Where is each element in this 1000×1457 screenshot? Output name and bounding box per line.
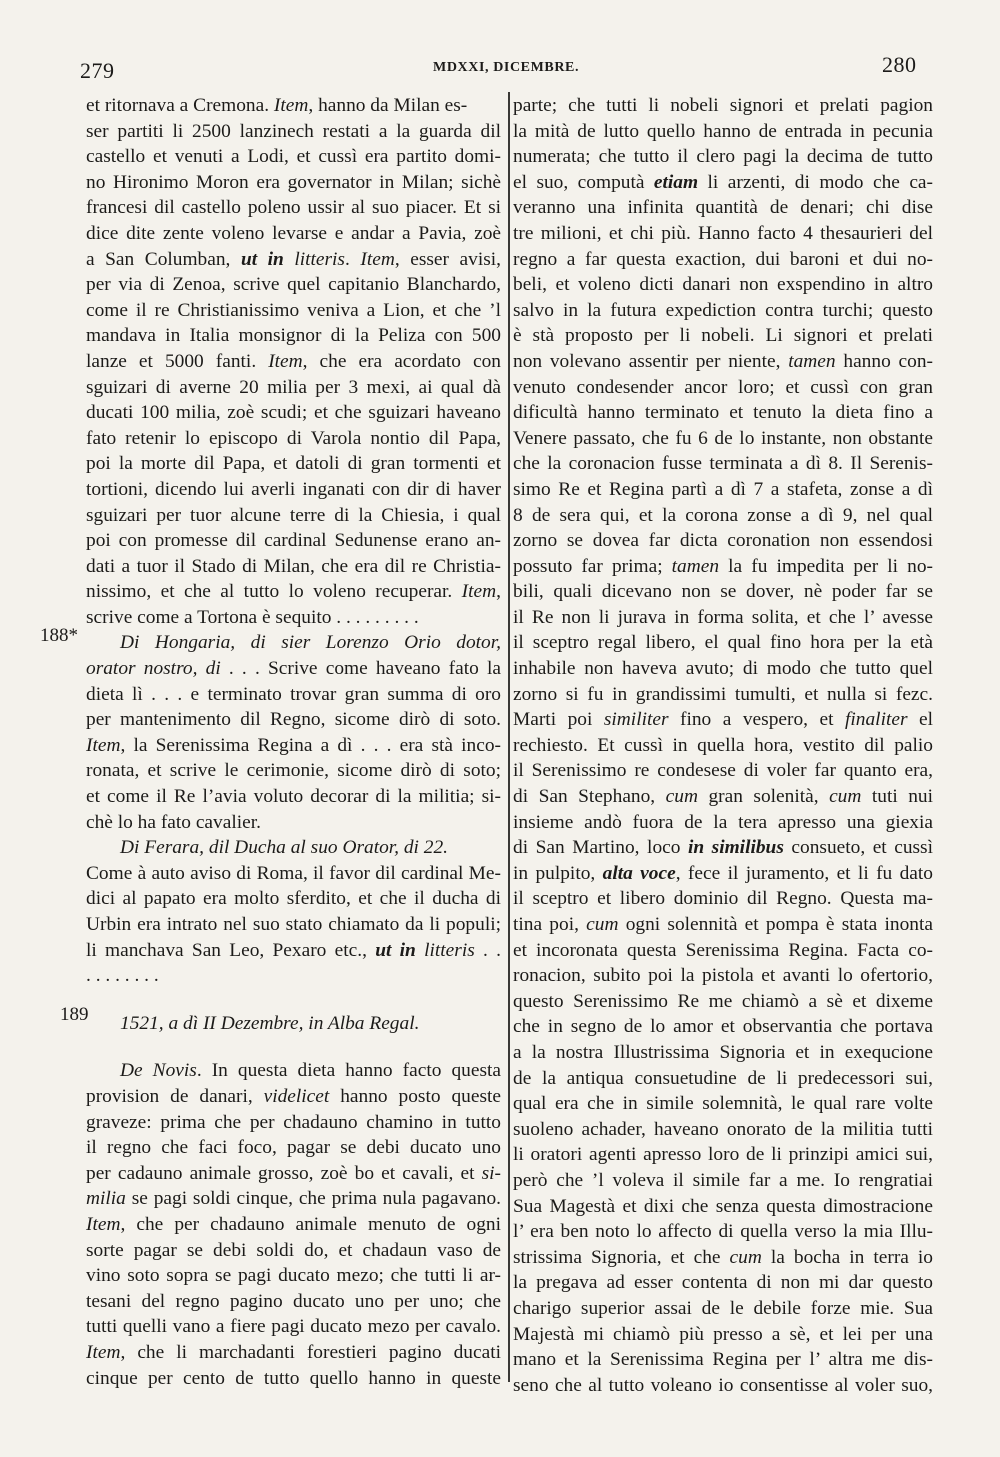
text-line: tina poi, cum ogni solennità et pompa è stata inonta	[513, 914, 933, 935]
text-line: bili, quali dicevano non se dover, nè poder far se	[513, 581, 933, 603]
text-line: strissima Signoria, et che cum la bocha in terra io	[513, 1246, 933, 1268]
text-line: . . . . . . . .	[86, 965, 159, 987]
text-line: dici al papato era molto sferdito, et che il ducha di	[86, 888, 501, 910]
column-divider	[508, 92, 510, 1382]
text-line: sguizari per tuor alcune terre di la Chiesia, i qual	[86, 504, 501, 526]
text-line: De Novis. In questa dieta hanno facto questa	[120, 1060, 501, 1082]
text-line: sguizari di averne 20 milia per 3 mexi, ai qual dà	[86, 376, 501, 398]
text-line: ronacion, subito poi la pistola et avanti lo ofertorio,	[513, 965, 933, 987]
running-title: MDXXI, DICEMBRE.	[433, 60, 580, 75]
text-line: dice dite zente voleno levarse e andar a Pavia, zoè	[86, 222, 501, 244]
text-line: poi con promesse dil cardinal Sedunense erano an-	[86, 530, 501, 552]
text-line: salvo in la futura expediction contra turchi; questo	[513, 299, 933, 321]
text-line: fato retenir lo episcopo di Varola nontio dil Papa,	[86, 427, 501, 449]
text-line: Venere passato, che fu 6 de lo instante, non obstante	[513, 427, 933, 449]
left-text-column	[86, 93, 501, 1391]
text-line: il Serenissimo re condesese di voler far quanto era,	[513, 760, 933, 782]
text-line: però che ’l voleva il simile far a me. Io rengratiai	[513, 1169, 933, 1191]
running-header	[0, 52, 1000, 82]
text-line: la pregava ad esser contenta di non mi dar questo	[513, 1272, 933, 1294]
text-line: orator nostro, di . . . Scrive come haveano fato la	[86, 658, 501, 680]
text-line: simo Re et Regina partì a dì 7 a stafeta, zonse a dì	[513, 478, 933, 500]
right-text-column	[513, 93, 933, 1398]
text-line: Come à auto aviso di Roma, il favor dil cardinal Me-	[86, 862, 501, 884]
text-line: tre milioni, et chi più. Hanno facto 4 thesaurieri del	[513, 222, 933, 244]
text-line: a San Columban, ut in litteris. Item, esser avisi,	[86, 248, 501, 270]
text-line: Majestà mi chiamò più presso a sè, et lei per una	[513, 1323, 933, 1345]
text-line: scrive come a Tortona è sequito . . . . . . . . .	[86, 606, 419, 628]
text-line: Item, che per chadauno animale menuto de ogni	[86, 1213, 501, 1235]
text-line: il Re non li jurava in forma solita, et che l’ avesse	[513, 606, 933, 628]
text-line: poi la morte dil Papa, et datoli di gran tormenti et	[86, 453, 501, 475]
text-line: qual era che in simile solemnità, le qual rare volte	[513, 1093, 933, 1115]
text-line: questo Serenissimo Re me chiamò a sè et dixeme	[513, 990, 933, 1012]
text-line: possuto far prima; tamen la fu impedita per li no-	[513, 555, 933, 577]
text-line: parte; che tutti li nobeli signori et prelati pagion	[513, 95, 933, 116]
text-line: per via di Zenoa, scrive quel capitanio Blanchardo,	[86, 274, 501, 296]
text-line: dificultà hanno terminato et tenuto la dieta fino a	[513, 402, 933, 424]
text-line: numerata; che tutto il clero pagi la decima de tutto	[513, 146, 933, 168]
text-line: francesi dil castello poleno ussir al suo piacer. Et si	[86, 197, 501, 219]
text-line: charigo superior assai de le debile forze mie. Sua	[513, 1297, 933, 1319]
text-line: per mantenimento dil Regno, sicome dirò di soto.	[86, 709, 501, 731]
text-line: suoleno achader, haveano onorato de la militia tutti	[513, 1118, 933, 1140]
text-line: ser partiti li 2500 lanzinech restati a la guarda dil	[86, 120, 501, 142]
text-line: venuto condesender ancor loro; et cussì con gran	[513, 376, 933, 398]
text-line: di San Martino, loco in similibus consueto, et cussì	[513, 837, 933, 859]
text-line: zorno si fu in grandissimi tumulti, et nulla si fezc.	[513, 683, 933, 705]
text-line: provision de danari, videlicet hanno posto queste	[86, 1085, 501, 1107]
margin-number-189: 189	[60, 1004, 89, 1025]
text-line: milia se pagi soldi cinque, che prima nula pagavano.	[86, 1188, 501, 1210]
text-line: de la antiqua consuetudine de li predecessori sui,	[513, 1067, 933, 1089]
text-line: chè lo ha fato cavalier.	[86, 811, 261, 833]
right-page-number: 280	[882, 52, 917, 77]
text-line: inhabile non haveva avuto; di modo che tutto quel	[513, 658, 933, 680]
text-line: cinque per cento de tutto quello hanno in queste	[86, 1367, 501, 1389]
margin-number-188: 188*	[40, 625, 78, 646]
text-line: è stà proposto per li nobeli. Li signori et prelati	[513, 325, 933, 347]
text-line: ronata, et scrive le cerimonie, sicome dirò di soto;	[86, 760, 501, 782]
text-line: li manchava San Leo, Pexaro etc., ut in litteris . .	[86, 939, 501, 961]
text-line: el suo, computà etiam li arzenti, di modo che ca-	[513, 171, 933, 193]
text-line: Marti poi similiter fino a vespero, et finaliter el	[513, 709, 933, 731]
text-line: la mità de lutto quello hanno de entrada in pecunia	[513, 120, 933, 142]
text-line: tortioni, dicendo lui averli inganati con dir di haver	[86, 478, 501, 500]
text-line: tesani del regno pagino ducato uno per uno; che	[86, 1290, 501, 1312]
text-line: l’ era ben noto lo affecto di quella verso la mia Illu-	[513, 1221, 933, 1243]
text-line: il sceptro regal libero, el qual fino hora per la età	[513, 632, 933, 654]
text-line: lanze et 5000 fanti. Item, che era acordato con	[86, 350, 501, 372]
text-line: Item, che li marchadanti forestieri pagino ducati	[86, 1341, 501, 1363]
text-line: no Hironimo Moron era governator in Milan; sichè	[86, 171, 501, 193]
text-line: vino soto sopra se pagi ducato mezo; che tutti li ar-	[86, 1265, 501, 1287]
text-line: rechiesto. Et cussì in quella hora, vestito dil palio	[513, 734, 933, 756]
text-line: zorno se dovea far dicta coronation non essendosi	[513, 530, 933, 552]
text-line: mano et la Serenissima Regina per l’ altra me dis-	[513, 1349, 933, 1371]
text-line: sorte pagar se debi soldi do, et chadaun vaso de	[86, 1239, 501, 1261]
text-line: et incoronata questa Serenissima Regina. Facta co-	[513, 939, 933, 961]
text-line: dati a tuor il Stado di Milan, che era dil re Christia-	[86, 555, 501, 577]
text-line: Di Hongaria, di sier Lorenzo Orio dotor,	[120, 632, 501, 654]
text-line: graveze: prima che per chadauno chamino in tutto	[86, 1111, 501, 1133]
text-line: 8 de sera qui, et la corona zonse a dì 9, nel qual	[513, 504, 933, 526]
text-line: in pulpito, alta voce, fece il juramento, et li fu dato	[513, 862, 933, 884]
text-line: veranno una infinita quantità de denari; chi dise	[513, 197, 933, 219]
left-page-number: 279	[80, 58, 115, 83]
text-line: Sua Magestà et dixi che senza questa dimostracione	[513, 1195, 933, 1217]
text-line: il sceptro et libero dominio dil Regno. Questa ma-	[513, 888, 933, 910]
text-line: ducati 100 milia, zoè scudi; et che sguizari haveano	[86, 402, 501, 424]
text-line: di San Stephano, cum gran solenità, cum tuti nui	[513, 786, 933, 808]
text-line: non volevano assentir per niente, tamen hanno con-	[513, 350, 933, 372]
text-line: regno a far questa exaction, dui baroni et dui no-	[513, 248, 933, 270]
text-line: il regno che faci foco, pagar se debi ducato uno	[86, 1137, 501, 1159]
text-line: et ritornava a Cremona. Item, hanno da Milan es-	[86, 95, 468, 116]
text-line: beli, et voleno dicti danari non exspendino in altro	[513, 274, 933, 296]
text-line: come il re Christianissimo veniva a Lion, et che ’l	[86, 299, 501, 321]
text-line: li oratori agenti apresso loro de li prinzipi amici sui,	[513, 1144, 933, 1166]
text-line: mandava in Italia monsignor di la Peliza con 500	[86, 325, 501, 347]
text-line: Di Ferara, dil Ducha al suo Orator, di 22.	[120, 837, 449, 859]
text-line: Item, la Serenissima Regina a dì . . . era stà inco-	[86, 734, 501, 756]
text-line: per cadauno animale grosso, zoè bo et cavali, et si-	[86, 1162, 501, 1184]
text-line: che la coronacion fusse terminata a dì 8. Il Serenis-	[513, 453, 933, 475]
text-line: Urbin era intrato nel suo stato chiamato da li populi;	[86, 914, 501, 935]
text-line: castello et venuti a Lodi, et cussì era partito domi-	[86, 146, 501, 168]
text-line: a la nostra Illustrissima Signoria et in exequcione	[513, 1041, 933, 1063]
text-line: 1521, a dì II Dezembre, in Alba Regal.	[120, 1012, 420, 1034]
text-line: dieta lì . . . e terminato trovar gran summa di oro	[86, 683, 501, 705]
text-line: nissimo, et che al tutto lo voleno recuperar. Item,	[86, 581, 501, 603]
text-line: tutti quelli vano a fiere pagi ducato mezo per cavalo.	[86, 1316, 501, 1338]
text-line: che in segno de lo amor et observantia che portava	[513, 1016, 933, 1038]
text-line: insieme andò fuora de la tera apresso una giexia	[513, 811, 933, 833]
text-line: seno che al tutto voleano io consentisse al voler suo,	[513, 1374, 933, 1396]
text-line: et come il Re l’avia voluto decorar di la militia; si-	[86, 786, 501, 808]
